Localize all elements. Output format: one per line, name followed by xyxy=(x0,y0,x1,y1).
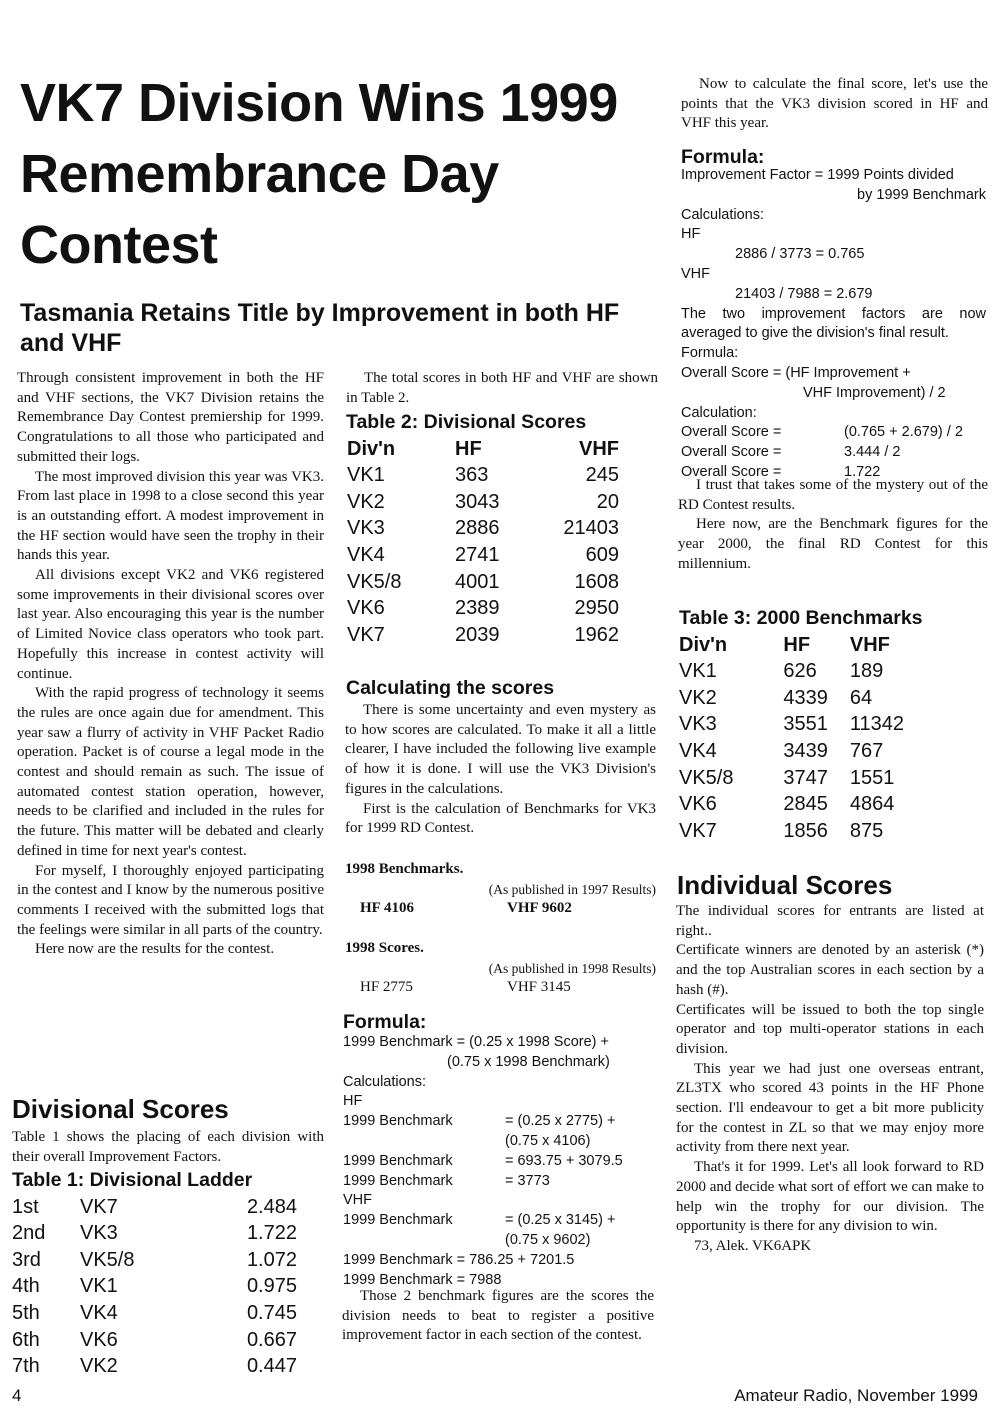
hf-improvement: 2886 / 3773 = 0.765 xyxy=(735,246,865,263)
individual-paragraph: This year we had just one overseas entrant, ZL3TX who scored 43 points in the HF Phone section. I'll endeavour to get a bit more publicity for the contest in ZL so that we may enjoy more activity from there next year. xyxy=(676,1060,984,1156)
overall-left: Overall Score = xyxy=(681,444,782,461)
column-3-intro xyxy=(681,75,988,134)
overall-line-1: Overall Score = (HF Improvement + xyxy=(681,364,911,381)
hf-cell: 626 xyxy=(783,660,817,683)
improvement-calculations xyxy=(681,166,986,483)
table-header-row xyxy=(347,434,619,461)
vhf-line-4: 1999 Benchmark = 7988 xyxy=(343,1271,502,1288)
vhf-cell: 767 xyxy=(849,739,884,762)
table-row xyxy=(679,710,904,737)
vhf-cell: 20 xyxy=(596,490,619,513)
hf-cell: 2389 xyxy=(455,597,500,620)
hf-cell: 3439 xyxy=(783,739,828,762)
hf-cell: 2741 xyxy=(455,543,500,566)
table-row xyxy=(12,1219,297,1246)
division-cell: VK7 xyxy=(347,623,385,646)
calc-left: 1999 Benchmark xyxy=(343,1212,453,1229)
overall-score-table xyxy=(681,423,986,482)
vhf-cell: 1962 xyxy=(574,623,619,646)
table-row xyxy=(679,816,904,843)
vhf-cell: 1551 xyxy=(849,766,895,789)
overall-left: Overall Score = xyxy=(681,424,782,441)
calc-right: (0.75 x 4106) xyxy=(505,1132,591,1149)
overall-right: 3.444 / 2 xyxy=(844,444,901,461)
col3-paragraph: I trust that takes some of the mystery out of the RD Contest results. xyxy=(678,477,988,513)
division-cell: VK2 xyxy=(679,686,717,709)
vhf-line-3: 1999 Benchmark = 786.25 + 7201.5 xyxy=(343,1251,575,1268)
overall-row xyxy=(681,443,986,463)
calculation-label: Calculation: xyxy=(681,404,757,421)
calculating-body xyxy=(345,701,656,839)
col3-body xyxy=(678,476,988,575)
factor-cell: 0.667 xyxy=(246,1328,297,1351)
hf-cell: 2039 xyxy=(455,623,500,646)
scores1998-hf: HF 2775 xyxy=(360,979,413,996)
table-row xyxy=(347,540,619,567)
bench1998-label: 1998 Benchmarks. xyxy=(345,861,464,877)
improvement-formula-1: Improvement Factor = 1999 Points divided xyxy=(681,167,954,183)
column-1 xyxy=(17,369,324,960)
table-row xyxy=(679,736,904,763)
table-row xyxy=(12,1245,297,1272)
header-cell: Div'n xyxy=(679,633,728,656)
calc-paragraph: First is the calculation of Benchmarks for VK3 for 1999 RD Contest. xyxy=(345,800,656,837)
calc-left: 1999 Benchmark xyxy=(343,1172,453,1189)
factor-cell: 2.484 xyxy=(246,1195,297,1218)
averaged-text: The two improvement factors are now averaged to give the division's final result. xyxy=(681,305,986,342)
page-number: 4 xyxy=(12,1386,22,1405)
hf-cell: 363 xyxy=(455,464,489,487)
overall-left: Overall Score = xyxy=(681,463,782,480)
formula-line-2: (0.75 x 1998 Benchmark) xyxy=(447,1053,610,1070)
vhf-cell: 2950 xyxy=(574,597,619,620)
final-score-intro: Now to calculate the final score, let's use the points that the VK3 division scored in HF and VHF this year. xyxy=(681,76,988,132)
place-cell: 5th xyxy=(12,1301,40,1324)
individual-scores-heading: Individual Scores xyxy=(677,870,893,900)
benchmark-calculations xyxy=(343,1033,658,1290)
publication-footer: Amateur Radio, November 1999 xyxy=(734,1386,978,1405)
calc-left xyxy=(343,1231,505,1251)
factor-cell: 0.745 xyxy=(246,1301,297,1324)
division-cell: VK4 xyxy=(679,739,717,762)
hf-label: HF xyxy=(343,1093,363,1110)
division-cell: VK2 xyxy=(347,490,385,513)
calculating-heading: Calculating the scores xyxy=(346,677,555,699)
closing-paragraph: Those 2 benchmark figures are the scores the division needs to beat to register a positive improvement factor in each section of the contest. xyxy=(342,1288,654,1344)
vhf-calc-table xyxy=(343,1211,658,1251)
table1-divisional-ladder xyxy=(12,1192,297,1378)
factor-cell: 1.072 xyxy=(246,1248,297,1271)
header-cell: HF xyxy=(783,633,811,656)
table2-caption: Table 2: Divisional Scores xyxy=(346,411,587,433)
header-cell: VHF xyxy=(579,437,619,460)
vhf-cell: 609 xyxy=(585,543,619,566)
hf-cell: 4001 xyxy=(455,570,500,593)
division-cell: VK7 xyxy=(80,1195,118,1218)
formula-line-1: 1999 Benchmark = (0.25 x 1998 Score) + xyxy=(343,1034,609,1050)
header-cell: VHF xyxy=(849,633,890,656)
division-cell: VK4 xyxy=(347,543,385,566)
intro-paragraph: Here now are the results for the contest. xyxy=(35,941,275,958)
table-row xyxy=(347,461,619,488)
hf-calc-table xyxy=(343,1112,658,1191)
calc-row xyxy=(343,1172,658,1192)
vhf-cell: 189 xyxy=(849,660,884,683)
overall-row xyxy=(681,423,986,443)
intro-paragraph: For myself, I thoroughly enjoyed participating in the contest and I know by the numerous positive comments I received with the submitted logs that the feelings were similar in all parts of the country. xyxy=(17,862,324,938)
intro-paragraph: The most improved division this year was VK3. From last place in 1998 to a close second this year is an outstanding effort. A modest improvement in the HF section would have seen the trophy in their hands this year. xyxy=(17,468,324,564)
hf-label-col3: HF xyxy=(681,226,701,243)
table-header-row xyxy=(679,630,904,657)
hf-cell: 2886 xyxy=(455,517,500,540)
calc-row xyxy=(343,1132,658,1152)
calc-left: 1999 Benchmark xyxy=(343,1113,453,1130)
division-cell: VK6 xyxy=(679,793,717,816)
column-2-intro xyxy=(346,369,658,408)
intro-body xyxy=(17,369,324,960)
table-row xyxy=(347,514,619,541)
factor-cell: 0.975 xyxy=(246,1275,297,1298)
division-cell: VK5/8 xyxy=(679,766,734,789)
individual-paragraph: 73, Alek. VK6APK xyxy=(694,1237,812,1254)
calc-row xyxy=(343,1152,658,1172)
formula2-label: Formula: xyxy=(681,345,739,362)
vhf-cell: 245 xyxy=(585,464,619,487)
vhf-cell: 21403 xyxy=(563,517,619,540)
factor-cell: 0.447 xyxy=(246,1355,297,1378)
table3-caption: Table 3: 2000 Benchmarks xyxy=(679,607,923,629)
division-cell: VK3 xyxy=(679,713,717,736)
table-row xyxy=(679,763,904,790)
hf-cell: 4339 xyxy=(783,686,828,709)
overall-line-2: VHF Improvement) / 2 xyxy=(803,384,946,401)
vhf-cell: 11342 xyxy=(849,713,904,736)
scores1998-vhf: VHF 3145 xyxy=(507,979,571,996)
individual-paragraph: The individual scores for entrants are listed at right.. xyxy=(676,903,984,939)
calc-row xyxy=(343,1211,658,1231)
vhf-label: VHF xyxy=(343,1192,372,1209)
formula-heading-col3: Formula: xyxy=(681,146,765,168)
division-cell: VK6 xyxy=(80,1328,118,1351)
table-row xyxy=(347,620,619,647)
calc-label-col3: Calculations: xyxy=(681,206,765,223)
divisional-text: Table 1 shows the placing of each division with their overall Improvement Factors. xyxy=(12,1129,324,1165)
vhf-cell: 875 xyxy=(849,819,884,842)
calc-label: Calculations: xyxy=(343,1073,427,1090)
place-cell: 2nd xyxy=(12,1222,46,1245)
division-cell: VK3 xyxy=(80,1222,118,1245)
header-cell: HF xyxy=(455,437,482,460)
calc-left xyxy=(343,1132,505,1152)
calc-right: = (0.25 x 3145) + xyxy=(505,1212,616,1229)
hf-cell: 3043 xyxy=(455,490,500,513)
divisional-scores-heading: Divisional Scores xyxy=(12,1094,229,1124)
scores1998-label: 1998 Scores. xyxy=(345,940,424,956)
hf-cell: 3551 xyxy=(783,713,828,736)
table-row xyxy=(12,1325,297,1352)
bench1998-block xyxy=(345,860,656,921)
individual-scores-body xyxy=(676,902,984,1257)
bench1998-hf: HF 4106 xyxy=(360,900,415,917)
improvement-formula-2: by 1999 Benchmark xyxy=(857,186,986,203)
division-cell: VK6 xyxy=(347,597,385,620)
table-row xyxy=(679,790,904,817)
table-row xyxy=(679,657,904,684)
article-title: VK7 Division Wins 1999 Remembrance Day Contest xyxy=(20,73,618,275)
divisional-scores-text xyxy=(12,1128,324,1167)
table2-divisional-scores xyxy=(347,434,619,647)
factor-cell: 1.722 xyxy=(246,1222,297,1245)
division-cell: VK1 xyxy=(679,660,717,683)
calc-right: = 693.75 + 3079.5 xyxy=(505,1152,623,1169)
division-cell: VK5/8 xyxy=(80,1248,135,1271)
hf-cell: 1856 xyxy=(783,819,828,842)
table-row xyxy=(12,1352,297,1379)
vhf-improvement: 21403 / 7988 = 2.679 xyxy=(735,285,873,302)
hf-cell: 3747 xyxy=(783,766,828,789)
table-row xyxy=(12,1298,297,1325)
table-row xyxy=(12,1272,297,1299)
calc-right: (0.75 x 9602) xyxy=(505,1231,591,1248)
calc-row xyxy=(343,1112,658,1132)
place-cell: 7th xyxy=(12,1355,40,1378)
division-cell: VK1 xyxy=(347,464,385,487)
division-cell: VK1 xyxy=(80,1275,118,1298)
division-cell: VK2 xyxy=(80,1355,118,1378)
table-row xyxy=(347,567,619,594)
bench1998-vhf: VHF 9602 xyxy=(507,900,572,917)
overall-right: 1.722 xyxy=(844,463,881,480)
place-cell: 4th xyxy=(12,1275,40,1298)
scores1998-note: (As published in 1998 Results) xyxy=(488,960,656,976)
vhf-cell: 4864 xyxy=(849,793,895,816)
place-cell: 3rd xyxy=(12,1248,41,1271)
col3-paragraph: Here now, are the Benchmark figures for the year 2000, the final RD Contest for this millennium. xyxy=(678,516,988,572)
division-cell: VK5/8 xyxy=(347,570,402,593)
overall-right: (0.765 + 2.679) / 2 xyxy=(844,424,963,441)
table-row xyxy=(347,487,619,514)
vhf-cell: 64 xyxy=(849,686,873,709)
calc-paragraph: There is some uncertainty and even mystery as to how scores are calculated. To make it all a little clearer, I have included the following live example of how it is done. I will use the VK3 Division's figures in the calculations. xyxy=(345,702,656,797)
calc-row xyxy=(343,1231,658,1251)
individual-paragraph: Certificates will be issued to both the top single operator and top multi-operator stations in each division. xyxy=(676,1001,984,1057)
place-cell: 6th xyxy=(12,1328,40,1351)
table-row xyxy=(12,1192,297,1219)
benchmark-closing xyxy=(342,1287,654,1346)
table3-benchmarks xyxy=(679,630,904,843)
intro-paragraph: All divisions except VK2 and VK6 registered some improvements in their divisional scores over last year. Also encouraging this year is the number of Limited Novice class operators who took part. Hopefully this increase in contest activity will continue. xyxy=(17,567,324,682)
calc-right: = (0.25 x 2775) + xyxy=(505,1113,616,1130)
table1-caption: Table 1: Divisional Ladder xyxy=(12,1169,253,1191)
table-row xyxy=(679,683,904,710)
calc-left: 1999 Benchmark xyxy=(343,1152,453,1169)
individual-paragraph: Certificate winners are denoted by an asterisk (*) and the top Australian scores in each section by a hash (#). xyxy=(676,942,984,998)
division-cell: VK4 xyxy=(80,1301,118,1324)
table-row xyxy=(347,594,619,621)
header-cell: Div'n xyxy=(347,437,396,460)
place-cell: 1st xyxy=(12,1195,39,1218)
table2-intro: The total scores in both HF and VHF are shown in Table 2. xyxy=(346,370,658,406)
bench1998-note: (As published in 1997 Results) xyxy=(488,881,656,897)
article-subtitle: Tasmania Retains Title by Improvement in both HF and VHF xyxy=(20,299,620,357)
scores1998-block xyxy=(345,939,656,1000)
hf-cell: 2845 xyxy=(783,793,828,816)
division-cell: VK7 xyxy=(679,819,717,842)
calc-right: = 3773 xyxy=(505,1172,550,1189)
division-cell: VK3 xyxy=(347,517,385,540)
individual-paragraph: That's it for 1999. Let's all look forward to RD 2000 and decide what sort of effort we can make to help win the trophy for our division. The opportunity is there for any division to win. xyxy=(676,1159,984,1235)
intro-paragraph: With the rapid progress of technology it seems the rules are once again due for amendment. This year saw a flurry of activity in VHF Packet Radio operation. Packet is of course a legal mode in the contest and should remain as such. The issue of automated contest station operation, however, needs to be clarified and included in the rules for the future. This matter will be debated and clearly defined in time for next year's contest. xyxy=(17,685,324,859)
vhf-cell: 1608 xyxy=(574,570,619,593)
vhf-label-col3: VHF xyxy=(681,265,710,282)
intro-paragraph: Through consistent improvement in both the HF and VHF sections, the VK7 Division retains the Remembrance Day Contest premiership for 1999. Congratulations to all those who participated and submitted their logs. xyxy=(17,370,324,465)
formula-heading-col2: Formula: xyxy=(343,1011,427,1033)
